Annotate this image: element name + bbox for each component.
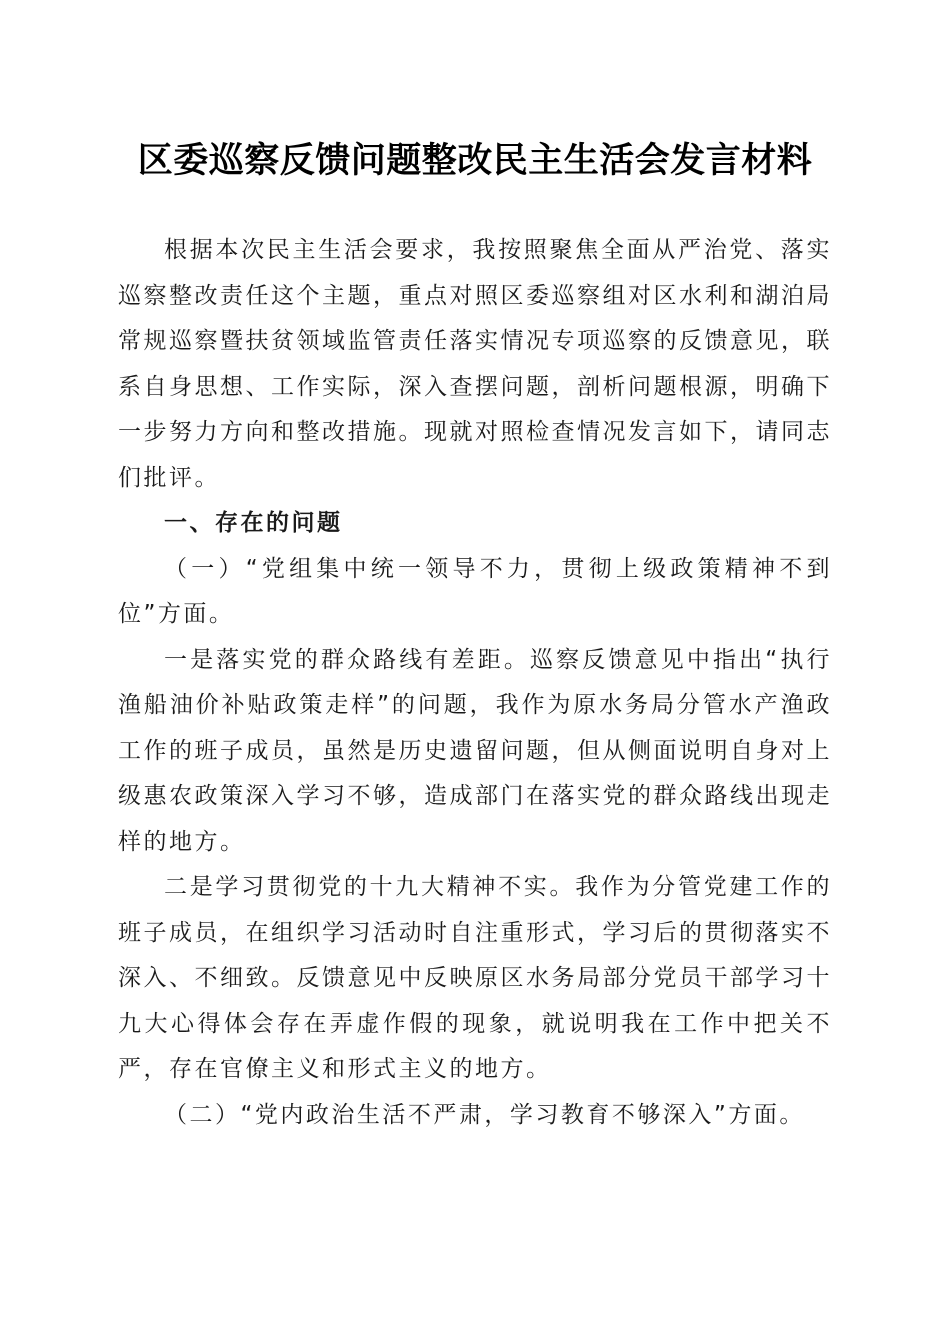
document-title: 区委巡察反馈问题整改民主生活会发言材料 bbox=[137, 140, 813, 181]
problem-item-1 bbox=[118, 638, 832, 866]
problem-item-1-body: 巡察反馈意见中指出“执行渔船油价补贴政策走样”的问题，我作为原水务局分管水产渔政工作的班子成员，虽然是历史遗留问题，但从侧面说明自身对上级惠农政策深入学习不够，造成部门在落实党的群众路线出现走样的地方。 bbox=[118, 646, 833, 855]
subsection-heading-1: （一）“党组集中统一领导不力，贯彻上级政策精神不到位”方面。 bbox=[118, 555, 832, 627]
problem-item-2 bbox=[118, 865, 832, 1093]
section-heading-problems: 一、存在的问题 bbox=[164, 510, 343, 536]
subsection-heading-2: （二）“党内政治生活不严肃，学习教育不够深入”方面。 bbox=[164, 1101, 805, 1128]
intro-paragraph: 根据本次民主生活会要求，我按照聚焦全面从严治党、落实巡察整改责任这个主题，重点对照区委巡察组对区水利和湖泊局常规巡察暨扶贫领域监管责任落实情况专项巡察的反馈意见，联系自身思想、工作实际，深入查摆问题，剖析问题根源，明确下一步努力方向和整改措施。现就对照检查情况发言如下，请同志们批评。 bbox=[118, 237, 832, 491]
problem-item-1-lead: 一是落实党的群众路线有差距。 bbox=[164, 646, 531, 673]
problem-item-2-lead: 二是学习贯彻党的十九大精神不实。 bbox=[164, 874, 576, 900]
document-body bbox=[118, 228, 832, 1138]
problem-item-2-body: 我作为分管党建工作的班子成员，在组织学习活动时自注重形式，学习后的贯彻落实不深入、不细致。反馈意见中反映原区水务局部分党员干部学习十九大心得体会存在弄虚作假的现象，就说明我在工作中把关不严，存在官僚主义和形式主义的地方。 bbox=[118, 874, 833, 1082]
